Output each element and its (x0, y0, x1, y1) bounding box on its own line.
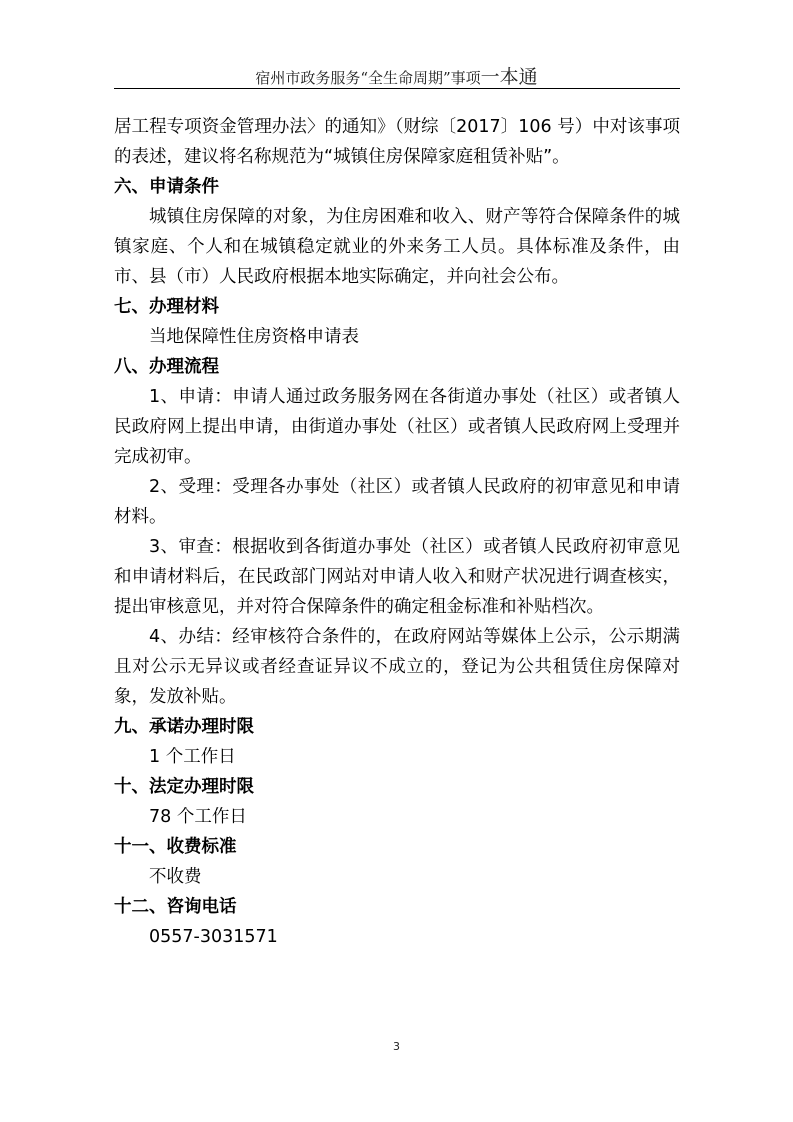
section-heading-application-conditions: 六、申请条件 (114, 177, 219, 197)
section-heading-phone: 十二、咨询电话 (114, 897, 237, 917)
section-text-materials: 当地保障性住房资格申请表 (149, 327, 359, 347)
process-step-accept: 2、受理：受理各办事处（社区）或者镇人民政府的初审意见和申请材料。 (114, 477, 680, 527)
header-title-suffix: 一本通 (480, 66, 538, 88)
page-number: 3 (393, 1040, 400, 1053)
section-heading-materials: 七、办理材料 (114, 297, 219, 317)
process-step-apply: 1、申请：申请人通过政务服务网在各街道办事处（社区）或者镇人民政府网上提出申请，由街道办事处（社区）或者镇人民政府网上受理并完成初审。 (114, 387, 680, 467)
section-text-application-conditions (114, 202, 680, 292)
section-heading-process: 八、办理流程 (114, 357, 219, 377)
application-conditions-text: 城镇住房保障的对象，为住房困难和收入、财产等符合保障条件的城镇家庭、个人和在城镇稳定就业的外来务工人员。具体标准及条件，由市、县（市）人民政府根据本地实际确定，并向社会公布。 (114, 207, 680, 287)
section-text-fees: 不收费 (149, 867, 202, 887)
section-text-phone: 0557-3031571 (149, 927, 278, 947)
process-step-review: 3、审查：根据收到各街道办事处（社区）或者镇人民政府初审意见和申请材料后，在民政部门网站对申请人收入和财产状况进行调查核实，提出审核意见，并对符合保障条件的确定租金标准和补贴档次。 (114, 537, 680, 617)
process-step-complete: 4、办结：经审核符合条件的，在政府网站等媒体上公示，公示期满且对公示无异议或者经查证异议不成立的，登记为公共租赁住房保障对象，发放补贴。 (114, 627, 680, 707)
header-divider (114, 88, 680, 89)
header-title-prefix: 宿州市政务服务“全生命周期”事项 (255, 69, 481, 87)
page-header (0, 62, 793, 89)
section-text-promised-time: 1 个工作日 (149, 747, 236, 767)
section-heading-fees: 十一、收费标准 (114, 837, 237, 857)
document-body (114, 112, 680, 952)
section-heading-legal-time: 十、法定办理时限 (114, 777, 254, 797)
section-heading-promised-time: 九、承诺办理时限 (114, 717, 254, 737)
section-text-legal-time: 78 个工作日 (149, 807, 247, 827)
intro-paragraph: 居工程专项资金管理办法〉的通知》（财综〔2017〕106 号）中对该事项的表述，建议将名称规范为“城镇住房保障家庭租赁补贴”。 (114, 117, 680, 167)
